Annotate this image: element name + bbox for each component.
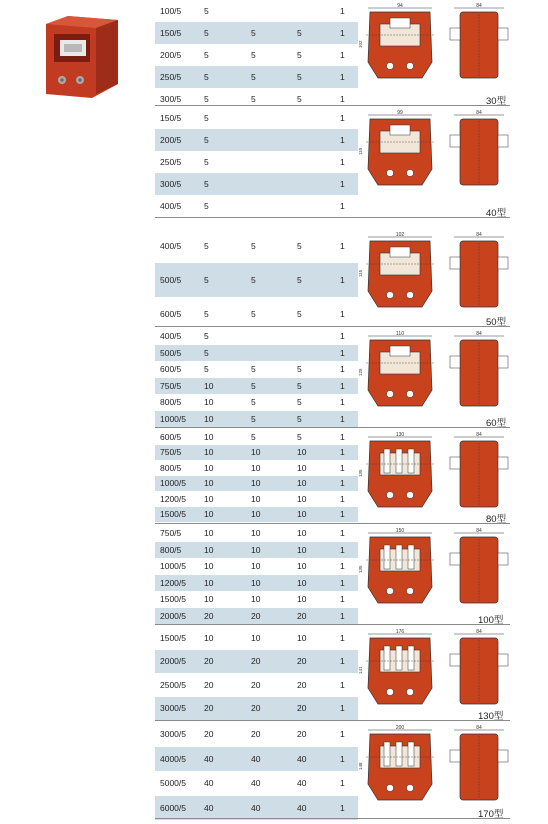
value-cell-1: 5	[204, 113, 209, 123]
side-view-drawing	[448, 111, 510, 191]
value-cell-1: 5	[204, 6, 209, 16]
model-label: 130型	[478, 711, 504, 722]
value-cell-2: 20	[251, 656, 261, 667]
value-cell-3: 10	[297, 561, 307, 572]
svg-text:84: 84	[476, 629, 482, 635]
value-cell-1: 10	[204, 577, 214, 588]
ratio-cell: 4000/5	[160, 753, 186, 764]
table-row	[155, 591, 358, 608]
value-cell-1: 5	[204, 241, 209, 251]
value-cell-2: 40	[251, 753, 261, 764]
value-cell-1: 5	[204, 331, 209, 342]
table-row	[155, 328, 358, 345]
value-cell-1: 10	[204, 544, 214, 555]
value-cell-1: 5	[204, 94, 209, 104]
value-cell-4: 1	[340, 113, 345, 123]
ratio-cell: 1500/5	[160, 594, 186, 605]
ratio-cell: 750/5	[160, 528, 182, 539]
ratio-cell: 200/5	[160, 50, 182, 60]
ratio-cell: 400/5	[160, 331, 182, 342]
model-label: 30型	[486, 96, 507, 107]
front-view-drawing	[358, 110, 436, 191]
value-cell-2: 20	[251, 703, 261, 714]
front-view-drawing	[358, 331, 436, 412]
value-cell-1: 20	[204, 703, 214, 714]
ratio-cell: 500/5	[160, 275, 182, 285]
value-cell-2: 10	[251, 544, 261, 555]
ratio-cell: 300/5	[160, 94, 182, 104]
svg-text:141: 141	[358, 666, 363, 674]
value-cell-1: 40	[204, 778, 214, 789]
value-cell-2: 10	[251, 509, 261, 520]
value-cell-2: 5	[251, 309, 256, 319]
value-cell-4: 1	[340, 331, 345, 342]
value-cell-1: 10	[204, 594, 214, 605]
table-row	[155, 525, 358, 542]
value-cell-4: 1	[340, 413, 345, 424]
value-cell-3: 40	[297, 802, 307, 813]
value-cell-1: 10	[204, 397, 214, 408]
value-cell-1: 5	[204, 72, 209, 82]
value-cell-3: 5	[297, 364, 302, 375]
value-cell-3: 10	[297, 594, 307, 605]
ratio-cell: 1000/5	[160, 413, 186, 424]
value-cell-2: 10	[251, 447, 261, 458]
table-row	[155, 107, 358, 129]
value-cell-3: 10	[297, 462, 307, 473]
value-cell-4: 1	[340, 157, 345, 167]
value-cell-2: 10	[251, 478, 261, 489]
value-cell-3: 5	[297, 94, 302, 104]
front-view-drawing	[358, 629, 436, 710]
value-cell-2: 10	[251, 561, 261, 572]
ratio-cell: 150/5	[160, 28, 182, 38]
svg-text:94: 94	[397, 3, 403, 9]
value-cell-4: 1	[340, 309, 345, 319]
value-cell-4: 1	[340, 241, 345, 251]
value-cell-4: 1	[340, 275, 345, 285]
ratio-cell: 1500/5	[160, 632, 186, 643]
table-row	[155, 460, 358, 476]
value-cell-2: 20	[251, 729, 261, 740]
value-cell-1: 10	[204, 509, 214, 520]
value-cell-2: 5	[251, 380, 256, 391]
value-cell-3: 10	[297, 577, 307, 588]
value-cell-3: 10	[297, 544, 307, 555]
value-cell-3: 5	[297, 413, 302, 424]
value-cell-3: 20	[297, 610, 307, 621]
value-cell-4: 1	[340, 179, 345, 189]
value-cell-2: 5	[251, 28, 256, 38]
value-cell-4: 1	[340, 94, 345, 104]
ratio-cell: 5000/5	[160, 778, 186, 789]
value-cell-2: 5	[251, 241, 256, 251]
table-row	[155, 66, 358, 88]
ratio-cell: 150/5	[160, 113, 182, 123]
ratio-cell: 200/5	[160, 135, 182, 145]
ratio-cell: 2500/5	[160, 679, 186, 690]
ratio-cell: 250/5	[160, 157, 182, 167]
ratio-cell: 800/5	[160, 397, 182, 408]
value-cell-3: 10	[297, 528, 307, 539]
side-view-drawing	[448, 233, 510, 313]
value-cell-1: 40	[204, 753, 214, 764]
table-row	[155, 151, 358, 173]
svg-text:84: 84	[476, 232, 482, 238]
value-cell-1: 20	[204, 729, 214, 740]
side-view-drawing	[448, 433, 510, 513]
value-cell-4: 1	[340, 397, 345, 408]
front-view-drawing	[358, 432, 436, 513]
value-cell-2: 10	[251, 462, 261, 473]
value-cell-2: 5	[251, 431, 256, 442]
value-cell-4: 1	[340, 347, 345, 358]
svg-text:102: 102	[358, 40, 363, 48]
value-cell-1: 5	[204, 347, 209, 358]
product-photo	[40, 14, 120, 100]
value-cell-4: 1	[340, 679, 345, 690]
value-cell-3: 10	[297, 478, 307, 489]
value-cell-4: 1	[340, 6, 345, 16]
value-cell-4: 1	[340, 778, 345, 789]
value-cell-2: 5	[251, 397, 256, 408]
value-cell-2: 5	[251, 275, 256, 285]
ratio-cell: 3000/5	[160, 729, 186, 740]
value-cell-1: 20	[204, 610, 214, 621]
front-view-drawing	[358, 3, 436, 84]
value-cell-4: 1	[340, 50, 345, 60]
table-row	[155, 771, 358, 796]
table-row	[155, 429, 358, 445]
value-cell-4: 1	[340, 135, 345, 145]
front-view-drawing	[358, 725, 436, 806]
svg-text:130: 130	[395, 432, 405, 438]
value-cell-3: 10	[297, 447, 307, 458]
value-cell-1: 10	[204, 493, 214, 504]
table-row	[155, 263, 358, 297]
table-row	[155, 411, 358, 428]
side-view-drawing	[448, 630, 510, 710]
svg-text:99: 99	[397, 110, 403, 116]
front-view-drawing	[358, 528, 436, 609]
ratio-cell: 600/5	[160, 364, 182, 375]
svg-text:135: 135	[358, 565, 363, 573]
table-row	[155, 44, 358, 66]
value-cell-3: 10	[297, 509, 307, 520]
value-cell-1: 10	[204, 462, 214, 473]
ratio-cell: 100/5	[160, 6, 182, 16]
table-row	[155, 229, 358, 263]
value-cell-2: 40	[251, 802, 261, 813]
value-cell-4: 1	[340, 201, 345, 211]
value-cell-3: 20	[297, 679, 307, 690]
table-row	[155, 195, 358, 217]
side-view-drawing	[448, 332, 510, 412]
value-cell-4: 1	[340, 561, 345, 572]
value-cell-1: 5	[204, 135, 209, 145]
model-label: 170型	[478, 809, 504, 820]
model-label: 80型	[486, 514, 507, 525]
ratio-cell: 600/5	[160, 431, 182, 442]
group-separator	[155, 105, 510, 106]
value-cell-1: 10	[204, 478, 214, 489]
svg-text:84: 84	[476, 331, 482, 337]
value-cell-2: 10	[251, 577, 261, 588]
svg-text:110: 110	[396, 331, 404, 337]
value-cell-3: 5	[297, 241, 302, 251]
ratio-cell: 1500/5	[160, 509, 186, 520]
value-cell-3: 5	[297, 380, 302, 391]
value-cell-4: 1	[340, 509, 345, 520]
ratio-cell: 600/5	[160, 309, 182, 319]
value-cell-3: 10	[297, 632, 307, 643]
ratio-cell: 400/5	[160, 201, 182, 211]
value-cell-3: 40	[297, 778, 307, 789]
value-cell-4: 1	[340, 610, 345, 621]
value-cell-3: 5	[297, 50, 302, 60]
value-cell-1: 10	[204, 528, 214, 539]
value-cell-4: 1	[340, 632, 345, 643]
svg-text:84: 84	[476, 432, 482, 438]
value-cell-2: 40	[251, 778, 261, 789]
ratio-cell: 6000/5	[160, 802, 186, 813]
table-row	[155, 22, 358, 44]
value-cell-4: 1	[340, 594, 345, 605]
svg-text:176: 176	[395, 629, 405, 635]
ratio-cell: 750/5	[160, 380, 182, 391]
value-cell-1: 5	[204, 157, 209, 167]
value-cell-1: 5	[204, 364, 209, 375]
ratio-cell: 300/5	[160, 179, 182, 189]
group-separator	[155, 523, 510, 524]
value-cell-3: 5	[297, 309, 302, 319]
ratio-cell: 2000/5	[160, 656, 186, 667]
value-cell-4: 1	[340, 544, 345, 555]
ratio-cell: 800/5	[160, 544, 182, 555]
value-cell-4: 1	[340, 528, 345, 539]
table-row	[155, 445, 358, 461]
model-label: 40型	[486, 208, 507, 219]
table-row	[155, 173, 358, 195]
table-row	[155, 378, 358, 395]
table-row	[155, 747, 358, 772]
value-cell-4: 1	[340, 478, 345, 489]
svg-text:115: 115	[358, 269, 363, 277]
svg-text:102: 102	[395, 232, 405, 238]
value-cell-4: 1	[340, 72, 345, 82]
table-row	[155, 697, 358, 721]
value-cell-2: 5	[251, 413, 256, 424]
table-row	[155, 0, 358, 22]
value-cell-1: 5	[204, 309, 209, 319]
table-row	[155, 575, 358, 592]
table-row	[155, 796, 358, 821]
value-cell-4: 1	[340, 703, 345, 714]
value-cell-3: 5	[297, 28, 302, 38]
table-row	[155, 722, 358, 747]
value-cell-3: 20	[297, 703, 307, 714]
table-row	[155, 345, 358, 362]
value-cell-4: 1	[340, 364, 345, 375]
value-cell-1: 20	[204, 656, 214, 667]
svg-text:135: 135	[358, 469, 363, 477]
value-cell-4: 1	[340, 729, 345, 740]
value-cell-4: 1	[340, 447, 345, 458]
model-label: 100型	[478, 615, 504, 626]
svg-text:84: 84	[476, 110, 482, 116]
value-cell-4: 1	[340, 493, 345, 504]
model-label: 60型	[486, 418, 507, 429]
value-cell-1: 10	[204, 561, 214, 572]
svg-text:84: 84	[476, 3, 482, 9]
value-cell-3: 40	[297, 753, 307, 764]
value-cell-2: 20	[251, 610, 261, 621]
value-cell-2: 5	[251, 50, 256, 60]
value-cell-4: 1	[340, 28, 345, 38]
table-row	[155, 491, 358, 507]
ratio-cell: 2000/5	[160, 610, 186, 621]
table-row	[155, 394, 358, 411]
value-cell-1: 10	[204, 413, 214, 424]
value-cell-1: 40	[204, 802, 214, 813]
svg-text:150: 150	[395, 528, 405, 534]
value-cell-4: 1	[340, 462, 345, 473]
table-row	[155, 626, 358, 650]
model-label: 50型	[486, 317, 507, 328]
ratio-cell: 800/5	[160, 462, 182, 473]
table-row	[155, 673, 358, 697]
value-cell-2: 5	[251, 364, 256, 375]
value-cell-4: 1	[340, 577, 345, 588]
value-cell-3: 20	[297, 729, 307, 740]
value-cell-3: 5	[297, 72, 302, 82]
svg-text:110: 110	[358, 147, 363, 155]
value-cell-1: 10	[204, 447, 214, 458]
side-view-drawing	[448, 4, 510, 84]
value-cell-1: 5	[204, 275, 209, 285]
svg-text:125: 125	[358, 368, 363, 376]
front-view-drawing	[358, 232, 436, 313]
value-cell-1: 10	[204, 431, 214, 442]
value-cell-2: 10	[251, 632, 261, 643]
value-cell-1: 20	[204, 679, 214, 690]
ratio-cell: 400/5	[160, 241, 182, 251]
table-row	[155, 608, 358, 625]
group-separator	[155, 720, 510, 721]
table-row	[155, 650, 358, 674]
value-cell-1: 5	[204, 50, 209, 60]
value-cell-2: 5	[251, 72, 256, 82]
value-cell-3: 5	[297, 275, 302, 285]
group-separator	[155, 427, 510, 428]
value-cell-1: 5	[204, 179, 209, 189]
value-cell-1: 10	[204, 380, 214, 391]
table-row	[155, 476, 358, 492]
side-view-drawing	[448, 529, 510, 609]
side-view-drawing	[448, 726, 510, 806]
value-cell-4: 1	[340, 753, 345, 764]
value-cell-4: 1	[340, 380, 345, 391]
table-row	[155, 558, 358, 575]
value-cell-4: 1	[340, 656, 345, 667]
value-cell-2: 10	[251, 493, 261, 504]
value-cell-1: 5	[204, 201, 209, 211]
value-cell-2: 20	[251, 679, 261, 690]
ratio-cell: 1000/5	[160, 478, 186, 489]
value-cell-4: 1	[340, 431, 345, 442]
ratio-cell: 250/5	[160, 72, 182, 82]
svg-text:84: 84	[476, 528, 482, 534]
svg-text:200: 200	[395, 725, 405, 731]
ratio-cell: 1200/5	[160, 493, 186, 504]
svg-text:84: 84	[476, 725, 482, 731]
value-cell-4: 1	[340, 802, 345, 813]
table-row	[155, 507, 358, 523]
ratio-cell: 3000/5	[160, 703, 186, 714]
group-separator	[155, 818, 510, 819]
value-cell-1: 5	[204, 28, 209, 38]
svg-text:148: 148	[358, 762, 363, 770]
value-cell-3: 5	[297, 397, 302, 408]
value-cell-3: 5	[297, 431, 302, 442]
table-row	[155, 129, 358, 151]
value-cell-1: 10	[204, 632, 214, 643]
value-cell-2: 5	[251, 94, 256, 104]
ratio-cell: 750/5	[160, 447, 182, 458]
value-cell-3: 20	[297, 656, 307, 667]
group-separator	[155, 326, 510, 327]
table-row	[155, 361, 358, 378]
value-cell-3: 10	[297, 493, 307, 504]
group-separator	[155, 624, 510, 625]
value-cell-2: 10	[251, 528, 261, 539]
table-row	[155, 542, 358, 559]
ratio-cell: 1000/5	[160, 561, 186, 572]
ratio-cell: 500/5	[160, 347, 182, 358]
ratio-cell: 1200/5	[160, 577, 186, 588]
group-separator	[155, 217, 510, 218]
value-cell-2: 10	[251, 594, 261, 605]
